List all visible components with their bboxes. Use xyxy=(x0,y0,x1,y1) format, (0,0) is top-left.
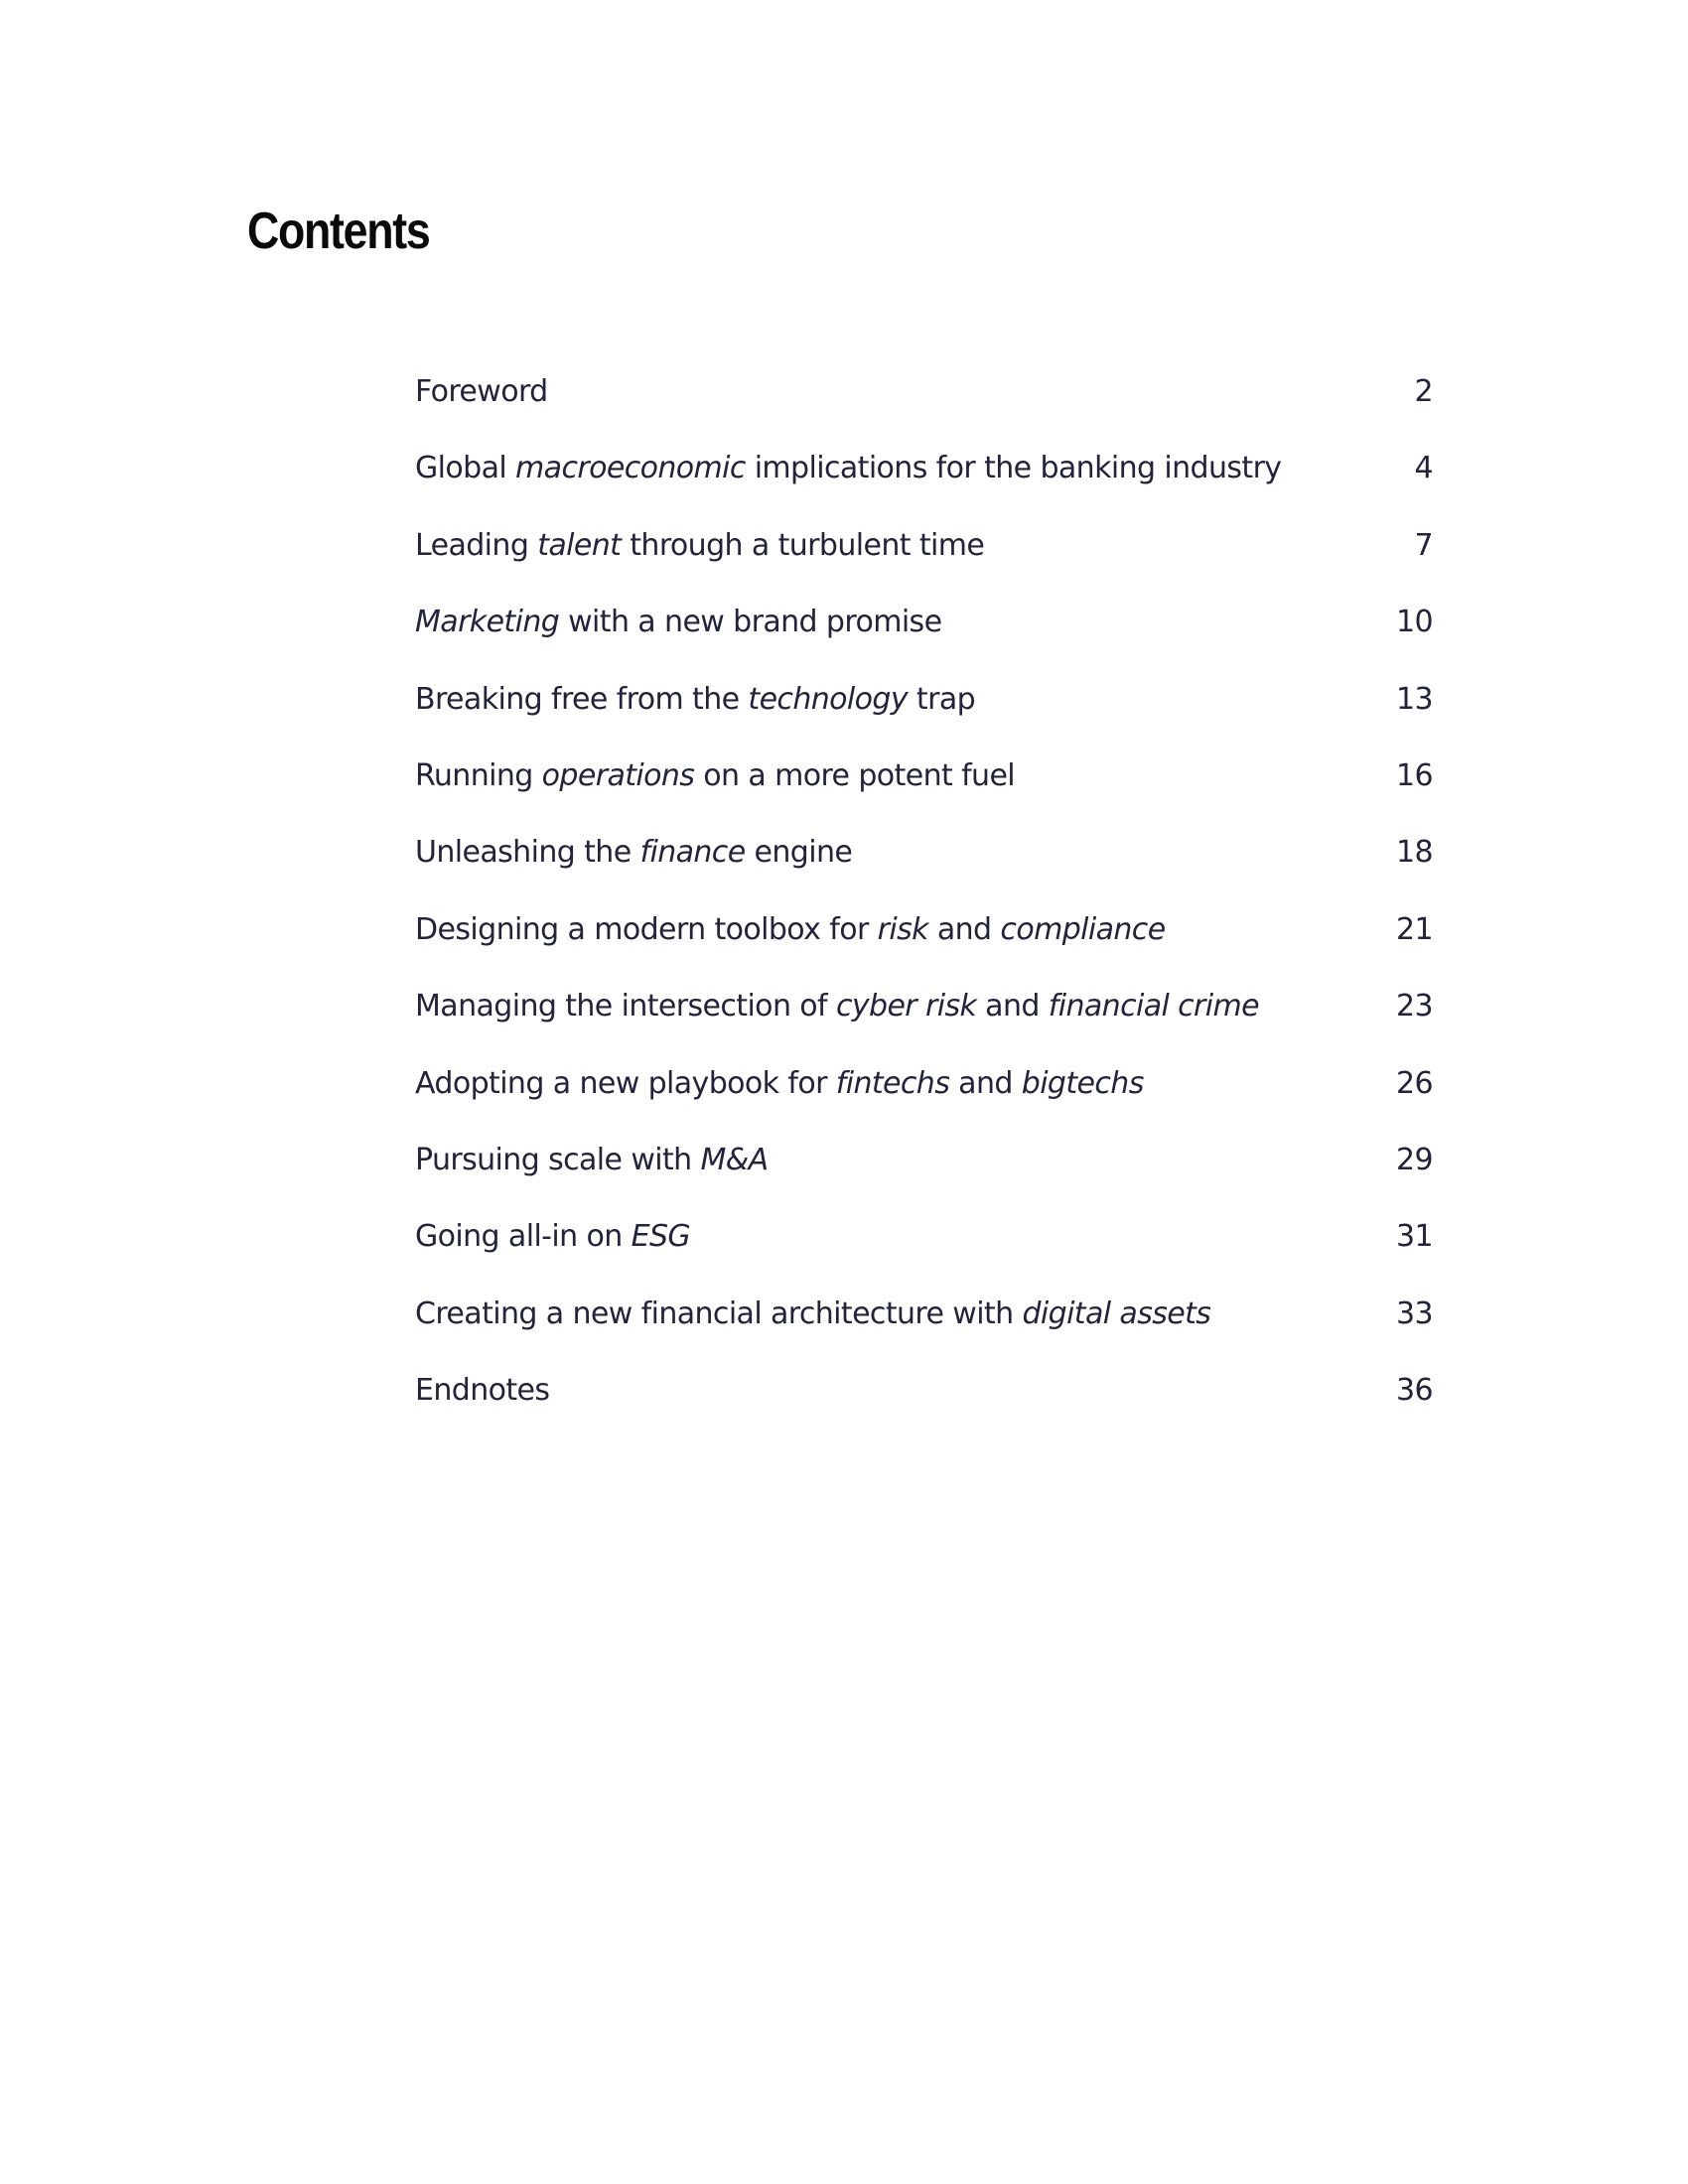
toc-entry-page-number: 16 xyxy=(1396,757,1433,793)
toc-entry-page-number: 31 xyxy=(1396,1219,1433,1255)
toc-title-text: Leading xyxy=(415,527,538,563)
toc-entry[interactable] xyxy=(415,835,1433,911)
page-title: Contents xyxy=(247,203,430,260)
toc-title-emphasis: technology xyxy=(748,681,908,717)
toc-entry-title xyxy=(415,1373,549,1408)
toc-title-text: on a more potent fuel xyxy=(694,757,1016,793)
toc-title-text: Global xyxy=(415,451,516,486)
toc-title-text: trap xyxy=(908,681,976,717)
toc-entry[interactable] xyxy=(415,758,1433,835)
toc-entry[interactable] xyxy=(415,1219,1433,1296)
toc-title-text: Endnotes xyxy=(415,1373,550,1409)
table-of-contents xyxy=(415,374,1433,1449)
toc-entry-page-number: 2 xyxy=(1414,374,1433,409)
toc-title-text: Pursuing scale with xyxy=(415,1142,701,1177)
toc-title-text: Creating a new financial architecture with xyxy=(415,1296,1023,1331)
toc-entry-title xyxy=(415,835,852,870)
toc-entry-title xyxy=(415,1297,1210,1331)
toc-entry-page-number: 13 xyxy=(1396,681,1433,717)
toc-entry-title xyxy=(415,682,975,717)
toc-title-text: Designing a modern toolbox for xyxy=(415,911,878,947)
toc-title-text: implications for the banking industry xyxy=(745,451,1282,486)
toc-title-emphasis: digital assets xyxy=(1022,1296,1211,1331)
toc-entry-page-number: 18 xyxy=(1396,835,1433,871)
toc-title-emphasis: cyber risk xyxy=(835,989,977,1024)
toc-title-emphasis: bigtechs xyxy=(1021,1065,1144,1101)
toc-title-emphasis: talent xyxy=(537,527,622,563)
toc-title-emphasis: fintechs xyxy=(835,1065,950,1101)
toc-title-text: engine xyxy=(745,835,853,871)
toc-title-emphasis: finance xyxy=(639,835,746,871)
toc-entry[interactable] xyxy=(415,528,1433,605)
toc-entry-title xyxy=(415,374,548,409)
toc-entry-page-number: 23 xyxy=(1396,989,1433,1024)
toc-title-text: and xyxy=(949,1065,1022,1101)
toc-title-emphasis: operations xyxy=(541,757,695,793)
toc-title-text: Breaking free from the xyxy=(415,681,749,717)
toc-entry-page-number: 33 xyxy=(1396,1296,1433,1331)
toc-title-text: Going all-in on xyxy=(415,1219,632,1255)
toc-entry-page-number: 21 xyxy=(1396,911,1433,947)
toc-title-text: and xyxy=(976,989,1049,1024)
toc-entry-title xyxy=(415,605,941,639)
toc-title-text: and xyxy=(927,911,1001,947)
toc-entry-page-number: 7 xyxy=(1414,527,1433,563)
toc-entry-title xyxy=(415,528,984,563)
toc-entry-title xyxy=(415,1219,690,1254)
toc-entry[interactable] xyxy=(415,989,1433,1065)
toc-entry[interactable] xyxy=(415,1066,1433,1143)
toc-title-text: through a turbulent time xyxy=(621,527,985,563)
toc-entry[interactable] xyxy=(415,1373,1433,1449)
toc-entry-page-number: 36 xyxy=(1396,1373,1433,1409)
toc-title-emphasis: M&A xyxy=(700,1142,769,1177)
toc-title-text: Managing the intersection of xyxy=(415,989,836,1024)
toc-entry-page-number: 26 xyxy=(1396,1065,1433,1101)
toc-title-text: Foreword xyxy=(415,374,548,409)
toc-title-text: Running xyxy=(415,757,542,793)
toc-title-emphasis: risk xyxy=(877,911,928,947)
toc-title-emphasis: ESG xyxy=(631,1219,691,1255)
toc-title-emphasis: compliance xyxy=(1000,911,1166,947)
toc-entry[interactable] xyxy=(415,912,1433,989)
toc-entry[interactable] xyxy=(415,451,1433,527)
toc-title-text: Adopting a new playbook for xyxy=(415,1065,836,1101)
toc-entry-page-number: 10 xyxy=(1396,605,1433,640)
toc-entry-title xyxy=(415,1066,1144,1101)
toc-entry-title xyxy=(415,451,1281,485)
toc-title-emphasis: macroeconomic xyxy=(515,451,746,486)
toc-entry-title xyxy=(415,1143,769,1177)
toc-title-emphasis: Marketing xyxy=(415,605,560,640)
toc-entry-title xyxy=(415,912,1166,947)
toc-entry[interactable] xyxy=(415,1143,1433,1219)
toc-title-emphasis: financial crime xyxy=(1048,989,1260,1024)
toc-entry-page-number: 4 xyxy=(1414,451,1433,486)
toc-entry[interactable] xyxy=(415,605,1433,681)
toc-title-text: Unleashing the xyxy=(415,835,640,871)
toc-entry[interactable] xyxy=(415,1297,1433,1373)
toc-entry-page-number: 29 xyxy=(1396,1142,1433,1177)
toc-entry-title xyxy=(415,989,1259,1024)
toc-entry[interactable] xyxy=(415,682,1433,758)
toc-entry-title xyxy=(415,758,1015,793)
toc-entry[interactable] xyxy=(415,374,1433,451)
toc-title-text: with a new brand promise xyxy=(559,605,942,640)
